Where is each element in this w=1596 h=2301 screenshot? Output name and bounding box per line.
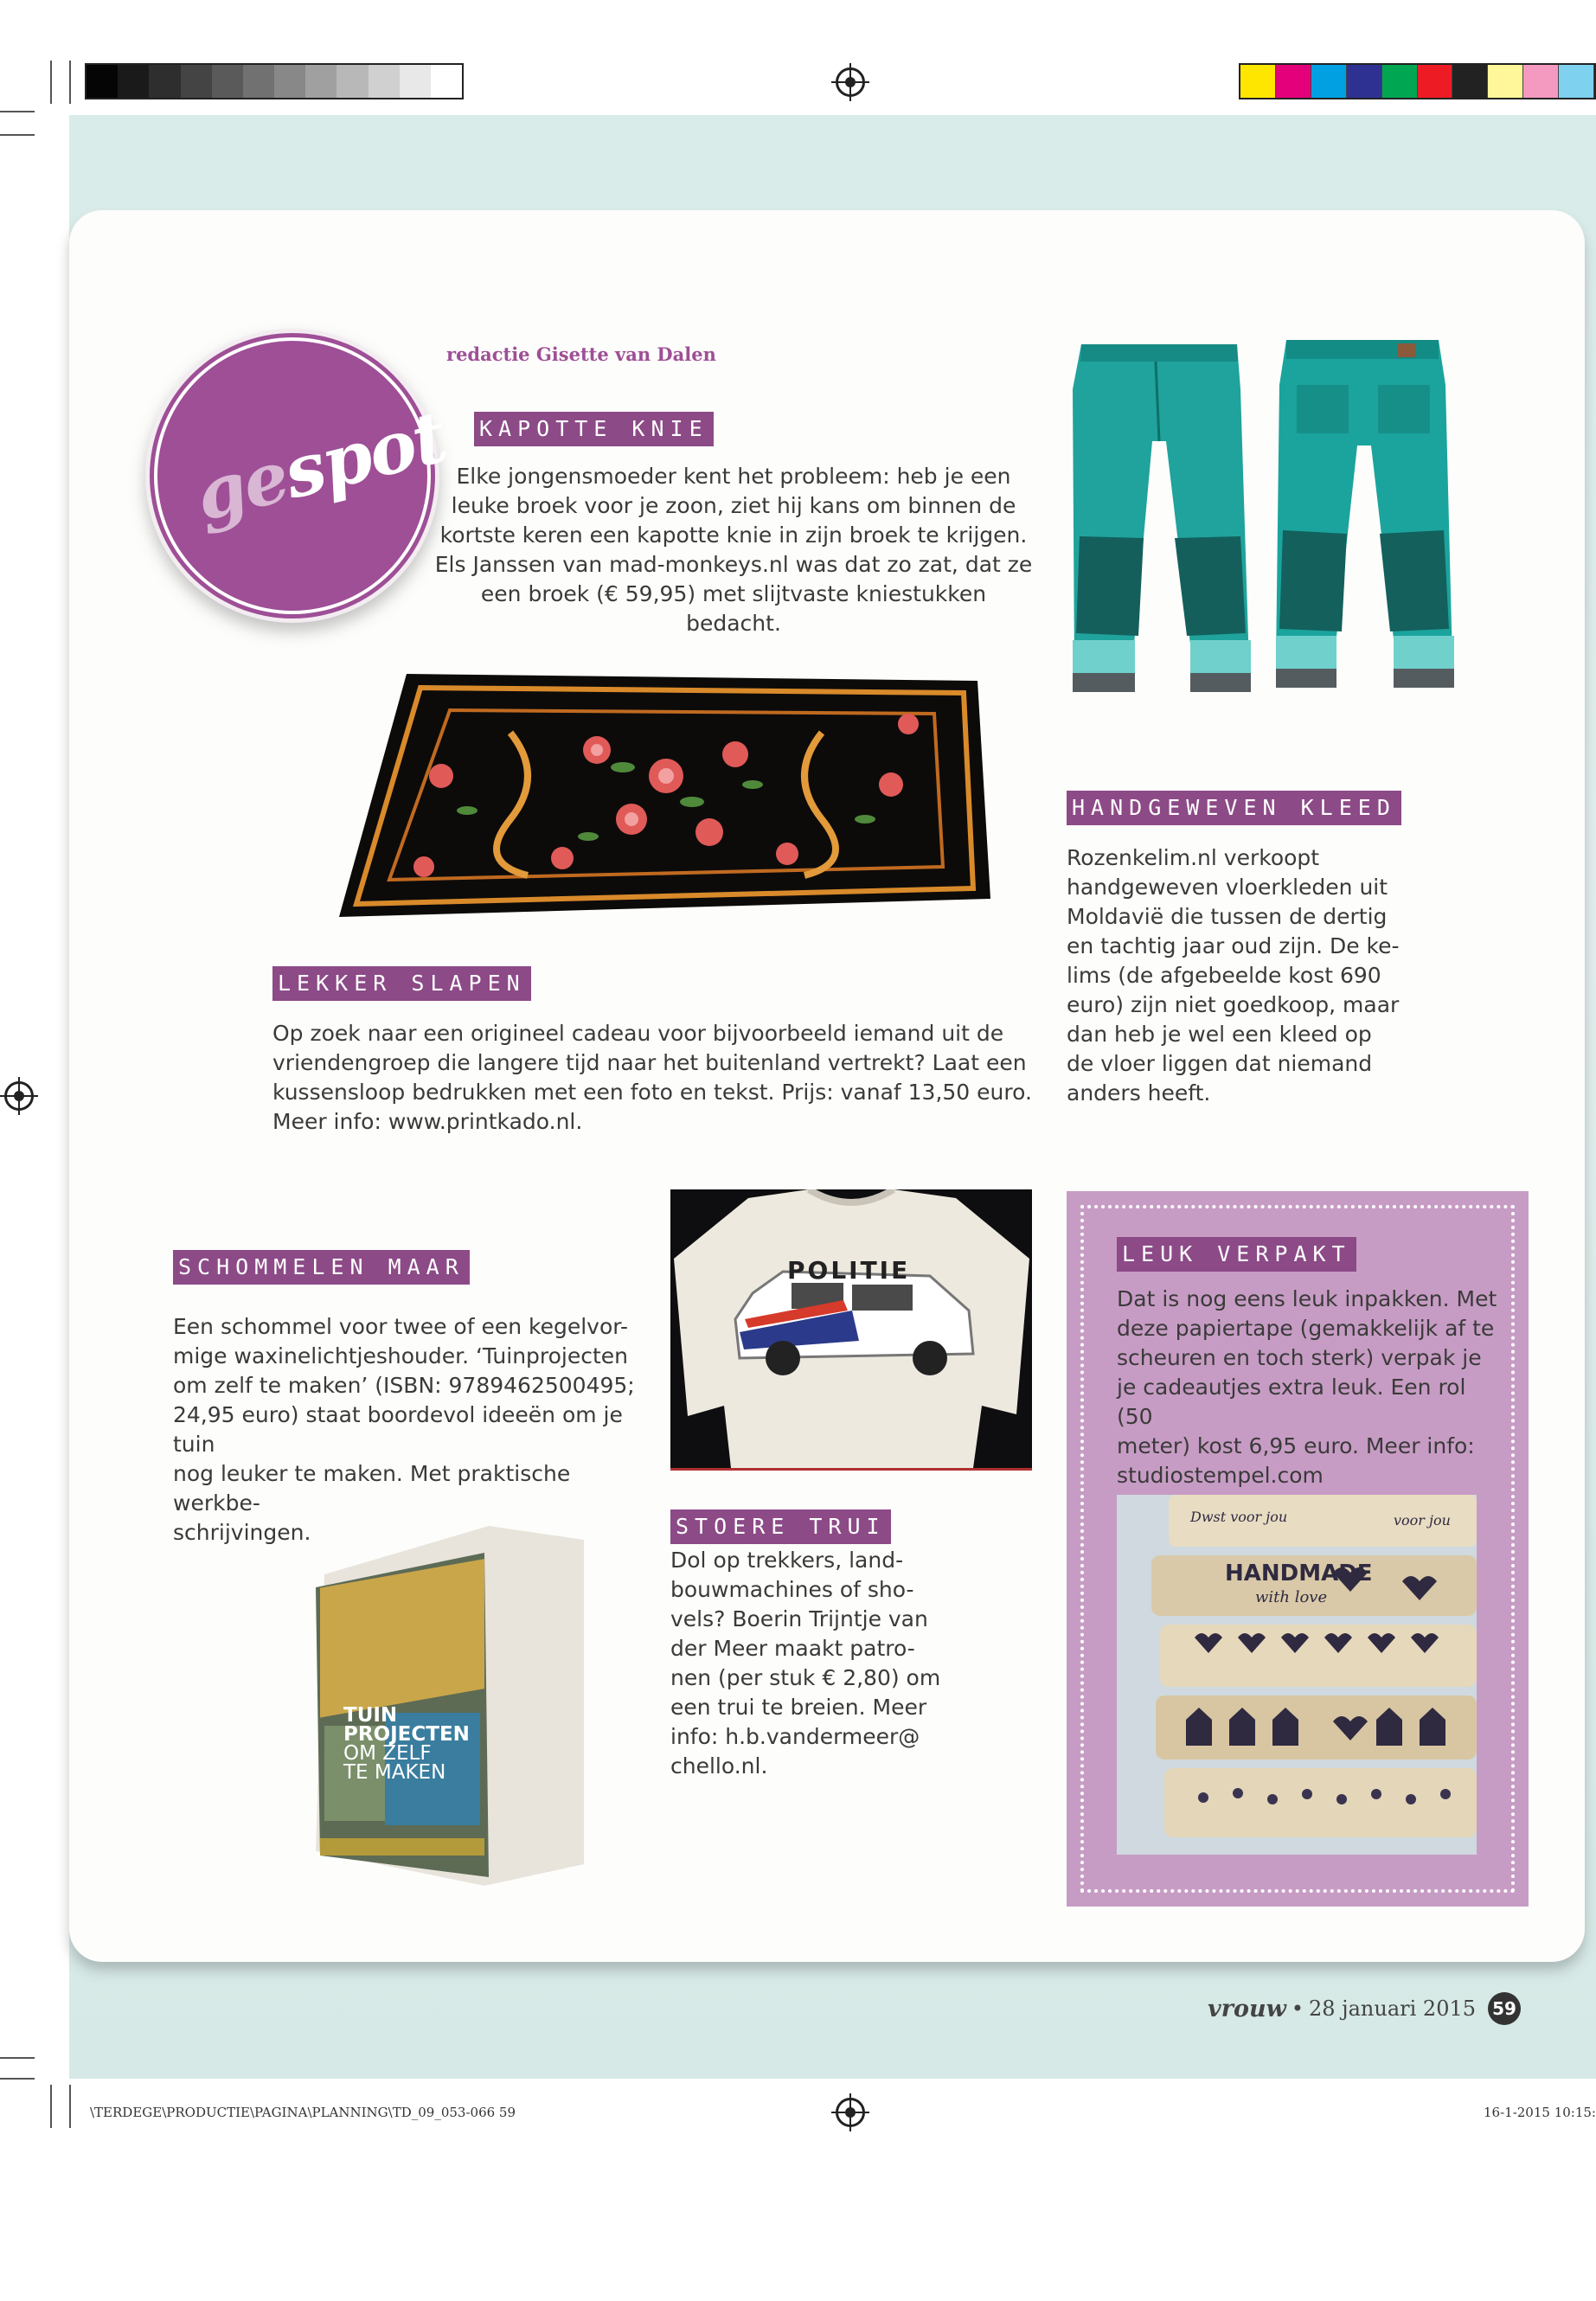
registration-mark-icon: [836, 2098, 865, 2127]
greyscale-calibration-bar: [85, 63, 464, 99]
crop-mark: [0, 111, 35, 112]
editor-credit: redactie Gisette van Dalen: [446, 343, 716, 365]
crop-mark: [0, 2057, 35, 2059]
issue-date: 28 januari 2015: [1309, 1997, 1476, 2021]
heading-schommelen-maar: SCHOMMELEN MAAR: [173, 1250, 470, 1285]
heading-handgeweven-kleed: HANDGEWEVEN KLEED: [1067, 791, 1401, 825]
crop-mark: [50, 61, 52, 104]
text-stoere-trui: Dol op trekkers, land- bouwmachines of sho- vels? Boerin Trijntje van der Meer maakt patro- nen (per stuk € 2,80) om een trui te breien. Meer info: h.b.vandermeer@ chello.nl.: [670, 1548, 941, 1779]
jeans-front-image: [1064, 337, 1256, 701]
tape-text-handmade: HANDMADE: [1225, 1561, 1373, 1586]
tuinprojecten-book-image: [298, 1522, 593, 1886]
gespot-badge: [145, 329, 454, 623]
crop-mark: [0, 134, 35, 136]
crop-mark: [50, 2085, 52, 2128]
jeans-back-image: [1267, 333, 1459, 696]
registration-mark-icon: [836, 67, 865, 97]
color-calibration-bar: [1239, 63, 1596, 99]
tape-text-voor-jou: Dwst voor jou: [1190, 1509, 1288, 1525]
text-schommelen-maar: Een schommel voor twee of een kegelvor- mige waxinelichtjeshouder. ‘Tuinprojecten om zelf te maken’ (ISBN: 9789462500495; 24,95 euro) staat boordevol ideeën om je tuin nog leuker te maken. Met praktische werkbe- schrijvingen.: [173, 1314, 635, 1545]
heading-stoere-trui: STOERE TRUI: [670, 1509, 891, 1544]
footer-separator: •: [1291, 1997, 1304, 2021]
page-footer: [1208, 1992, 1521, 2025]
kelim-rug-image: [337, 672, 991, 919]
text-kapotte-knie: Elke jongensmoeder kent het probleem: heb je een leuke broek voor je zoon, ziet hij kans om binnen de kortste keren een kapotte knie in zijn broek te krijgen. Els Janssen van mad-monkeys.nl was dat zo zat, dat ze een broek (€ 59,95) met slijtvaste kniestukken bedacht.: [434, 464, 1033, 636]
washi-tape-image: [1117, 1495, 1477, 1855]
gespot-logo: gespot: [187, 395, 454, 538]
print-slug-path: \TERDEGE\PRODUCTIE\PAGINA\PLANNING\TD_09_053-066 59: [90, 2105, 516, 2120]
text-lekker-slapen: Op zoek naar een origineel cadeau voor bijvoorbeeld iemand uit de vriendengroep die langere tijd naar het buitenland vertrekt? Laat een kussensloop bedrukken met een foto en tekst. Prijs: vanaf 13,50 euro. Meer info: www.printkado.nl.: [272, 1021, 1032, 1134]
book-title: TUIN PROJECTEN OM ZELF TE MAKEN: [343, 1704, 470, 1784]
heading-leuk-verpakt: LEUK VERPAKT: [1117, 1237, 1356, 1272]
registration-mark-icon: [4, 1081, 34, 1111]
magazine-brand: vrouw: [1208, 1995, 1286, 2022]
tape-text-voor-jou-2: voor jou: [1394, 1512, 1451, 1529]
crop-mark: [0, 2078, 35, 2080]
text-handgeweven-kleed: Rozenkelim.nl verkoopt handgeweven vloerkleden uit Moldavië die tussen de dertig en tachtig jaar oud zijn. De ke- lims (de afgebeelde kost 690 euro) zijn niet goedkoop, maar dan heb je wel een kleed op de vloer liggen dat niemand anders heeft.: [1067, 845, 1400, 1106]
crop-mark: [69, 2085, 71, 2128]
heading-kapotte-knie: KAPOTTE KNIE: [474, 412, 714, 446]
heading-lekker-slapen: LEKKER SLAPEN: [272, 966, 531, 1001]
print-slug-timestamp: 16-1-2015 10:15:: [1484, 2105, 1596, 2120]
crop-mark: [69, 61, 71, 104]
politie-sweater-image: [670, 1189, 1032, 1471]
sweater-text: POLITIE: [787, 1256, 911, 1285]
page-number: 59: [1488, 1992, 1521, 2025]
tape-text-with-love: with love: [1255, 1588, 1328, 1606]
text-leuk-verpakt: Dat is nog eens leuk inpakken. Met deze papiertape (gemakkelijk af te scheuren en toch sterk) verpak je je cadeautjes extra leuk. Een rol (50 meter) kost 6,95 euro. Meer info: studiostempel.com: [1117, 1286, 1497, 1488]
